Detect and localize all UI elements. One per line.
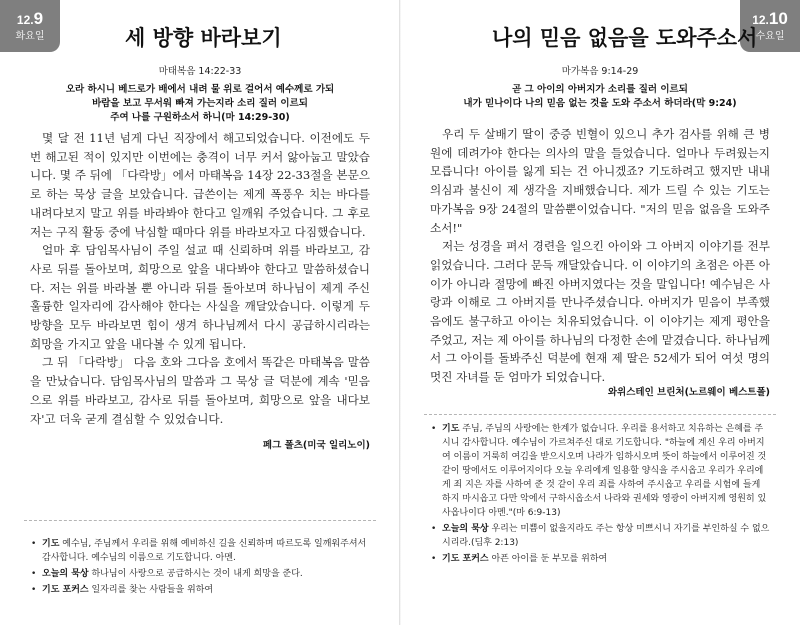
date-right: 12.10 — [752, 9, 788, 28]
verse-line: 주여 나를 구원하소서 하니(마 14:29-30) — [110, 112, 290, 123]
author-left: 페그 폴츠(미국 일리노이) — [262, 440, 370, 451]
bullet-icon: • — [431, 424, 437, 434]
verse-line: 오라 하시니 베드로가 배에서 내려 물 위로 걸어서 예수께로 가되 — [65, 84, 335, 95]
body-paragraph: 우리 두 살배기 딸이 중증 빈혈이 있으니 추가 검사를 위해 큰 병원에 데려가야 한다는 의사의 말을 들었습니다. 얼마나 두려웠는지 모릅니다! 아이를 잃게 되는 건 아니겠죠? 기도하려고 했지만 내내 의심과 불신이 제 생각을 지배했습니다. 제가 드릴 수 있는 기도는 마가복음 9장 24절의 말씀뿐이었습니다. "저의 믿음 없음을 도와주소서!" — [430, 127, 770, 235]
page-gutter — [399, 0, 401, 625]
verse-line: 바람을 보고 무서워 빠져 가는지라 소리 질러 이르되 — [92, 98, 308, 109]
weekday-left: 화요일 — [15, 31, 45, 42]
bullet-icon: • — [31, 585, 37, 595]
bullet-icon: • — [431, 524, 437, 534]
divider-left — [24, 520, 376, 521]
verse-line: 곧 그 아이의 아버지가 소리를 질러 이르되 — [512, 84, 688, 95]
verse-line: 내가 믿나이다 나의 믿음 없는 것을 도와 주소서 하더라(막 9:24) — [463, 98, 737, 109]
bullet-icon: • — [431, 554, 437, 564]
footer-left — [30, 537, 370, 599]
body-paragraph: 얼마 후 담임목사님이 주일 설교 때 신뢰하며 위를 바라보고, 감사로 뒤를 돌아보며, 희망으로 앞을 내다봐야 한다고 말씀하셨습니다. 저는 위를 바라볼 뿐 아니라 뒤를 돌아보며 하나님이 제게 주신 훌륭한 일자리에 감사해야 한다는 사실을 깨달았습니다. 이렇게 두 방향을 모두 바라보면 힘이 생겨 하나님께서 다시 공급하시리라는 희망을 가지고 앞을 내다볼 수 있게 됩니다. — [30, 243, 370, 351]
bullet-icon: • — [31, 569, 37, 579]
key-verse-left — [20, 83, 380, 125]
meditation-body-left — [30, 129, 370, 428]
body-paragraph: 그 뒤 「다락방」 다음 호와 그다음 호에서 똑같은 마태복음 말씀을 만났습니다. 담임목사님의 말씀과 그 묵상 글 덕분에 계속 '믿음으로 위를 바라보고, 감사로 뒤를 돌아보며, 희망으로 앞을 내다보자'고 더욱 굳게 결심할 수 있었습니다. — [30, 355, 370, 426]
divider-right — [424, 414, 776, 415]
meditation-body-right — [430, 125, 770, 387]
key-verse-right — [420, 83, 780, 111]
author-right: 와위스테인 브린처(노르웨이 베스트폴) — [607, 387, 770, 398]
focus-right: • 기도 포커스 아픈 아이를 둔 부모를 위하여 — [431, 554, 608, 564]
weekday-right: 수요일 — [755, 31, 785, 42]
prayer-right: • 기도 주님, 주님의 사랑에는 한계가 없습니다. 우리를 용서하고 치유하는 은혜를 주시니 감사합니다. 예수님이 가르쳐주신 대로 기도합니다. "하늘에 계신 우리 아버지여 이름이 거룩히 여김을 받으시오며 나라가 임하시오며 뜻이 하늘에서 이루어진 것 같이 땅에서도 이루어지이다 오늘 우리에게 일용할 양식을 주시옵고 우리가 우리에게 죄 지은 자를 사하여 준 것 같이 우리 죄를 사하여 주시옵고 우리를 시험에 들게 하지 마시옵고 다만 악에서 구하시옵소서 나라와 권세와 영광이 아버지께 영원히 있사옵나이다 아멘."(마 6:9-13) — [431, 424, 767, 518]
prayer-left: • 기도 예수님, 주님께서 우리를 위해 예비하신 길을 신뢰하며 따르도록 일깨워주셔서 감사합니다. 예수님의 이름으로 기도합니다. 아멘. — [31, 539, 367, 563]
footer-right — [430, 422, 770, 568]
page-title-left: 세 방향 바라보기 — [125, 26, 282, 50]
focus-left: • 기도 포커스 일자리를 찾는 사람들을 위하여 — [31, 585, 214, 595]
bullet-icon: • — [31, 539, 37, 549]
body-paragraph: 몇 달 전 11년 넘게 다닌 직장에서 해고되었습니다. 이전에도 두 번 해고된 적이 있지만 이번에는 충격이 너무 커서 앓아눕고 말았습니다. 몇 주 뒤에 「다락방」에서 마태복음 14장 22-33절을 본문으로 하는 묵상 글을 보았습니다. 급쓴이는 제게 폭풍우 치는 바다를 내려다보지 말고 위를 바라봐야 한다고 일깨워 주었습니다. 그 후로 저는 구직 활동 중에 낙심할 때마다 위를 바라보자고 다짐했습니다. — [30, 131, 370, 239]
date-left: 12.9 — [16, 9, 44, 28]
thought-left: • 오늘의 묵상 하나님이 사랑으로 공급하시는 것이 내게 희망을 준다. — [31, 569, 303, 579]
scripture-reference-right: 마가복음 9:14-29 — [561, 66, 639, 77]
date-tab-left — [0, 0, 60, 52]
scripture-reference-left: 마태복음 14:22-33 — [158, 66, 242, 77]
page-title-right: 나의 믿음 없음을 도와주소서 — [492, 26, 758, 50]
body-paragraph: 저는 성경을 펴서 경련을 일으킨 아이와 그 아버지 이야기를 전부 읽었습니다. 그러다 문득 깨달았습니다. 이 이야기의 초점은 아픈 아이가 아니라 절망에 빠진 아버지였다는 것을 말입니다! 예수님은 사랑과 이해로 그 아버지를 만나주셨습니다. 아버지가 믿음이 부족했음에도 불구하고 아이는 치유되었습니다. 이 이야기는 제게 평안을 주었고, 저는 제 아이를 하나님의 다정한 손에 맡겼습니다. 하나님께서 그 아이를 돌봐주신 덕분에 현재 제 딸은 52세가 되어 여섯 명의 멋진 자녀를 둔 엄마가 되었습니다. — [430, 239, 770, 385]
thought-right: • 오늘의 묵상 우리는 미쁨이 없을지라도 주는 항상 미쁘시니 자기를 부인하실 수 없으시리라.(딤후 2:13) — [431, 524, 770, 548]
